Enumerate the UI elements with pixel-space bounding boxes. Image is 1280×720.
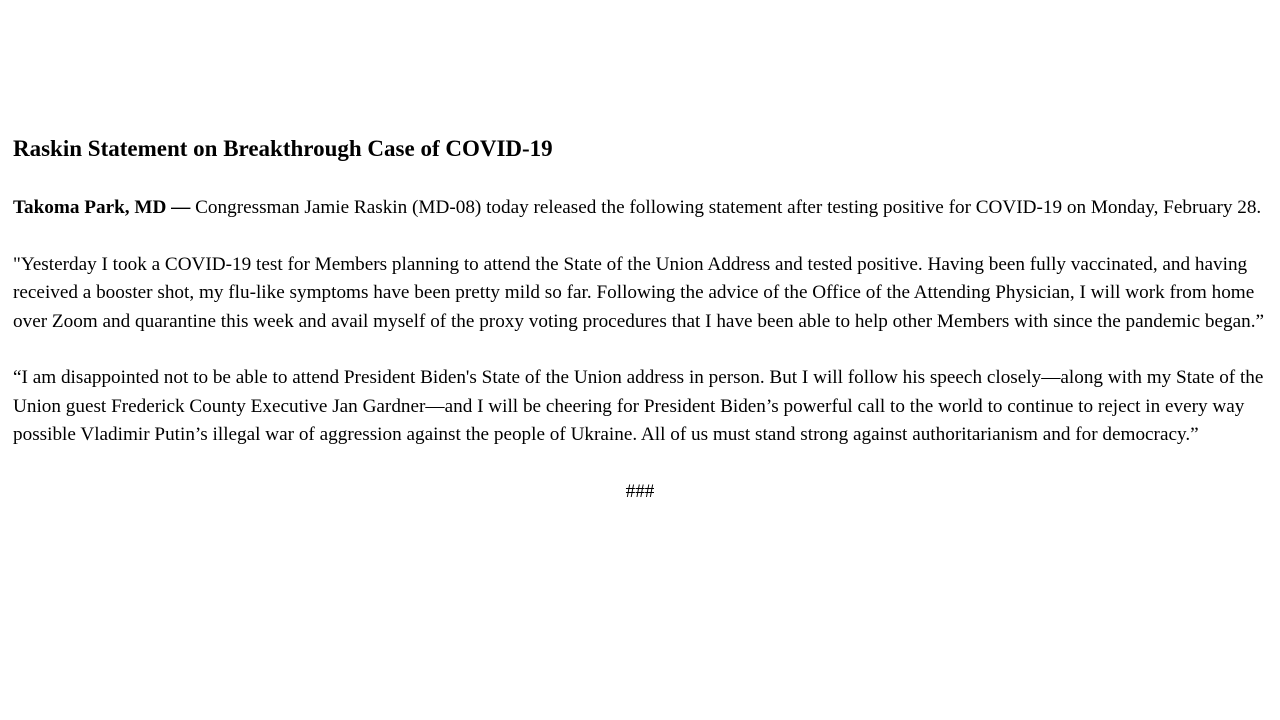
dateline: Takoma Park, MD — xyxy=(13,197,191,218)
press-release-document xyxy=(13,134,1267,506)
quote-paragraph-1: "Yesterday I took a COVID-19 test for Members planning to attend the State of the Union Address and tested positive. Having been fully vaccinated, and having received a booster shot, my flu-like symptoms have been pretty mild so far. Following the advice of the Office of the Attending Physician, I will work from home over Zoom and quarantine this week and avail myself of the proxy voting procedures that I have been able to help other Members with since the pandemic began.” xyxy=(13,253,1265,332)
end-of-release-mark: ### xyxy=(625,481,655,503)
quote-paragraph-2: “I am disappointed not to be able to attend President Biden's State of the Union address in person. But I will follow his speech closely—along with my State of the Union guest Frederick County Executive Jan Gardner—and I will be cheering for President Biden’s powerful call to the world to continue to reject in every way possible Vladimir Putin’s illegal war of aggression against the people of Ukraine. All of us must stand strong against authoritarianism and for democracy.” xyxy=(13,367,1264,446)
lead-paragraph xyxy=(13,194,1267,222)
lead-text: Congressman Jamie Raskin (MD-08) today released the following statement after testing positive for COVID-19 on Monday, February 28. xyxy=(190,197,1262,218)
article-title: Raskin Statement on Breakthrough Case of COVID-19 xyxy=(13,136,553,161)
